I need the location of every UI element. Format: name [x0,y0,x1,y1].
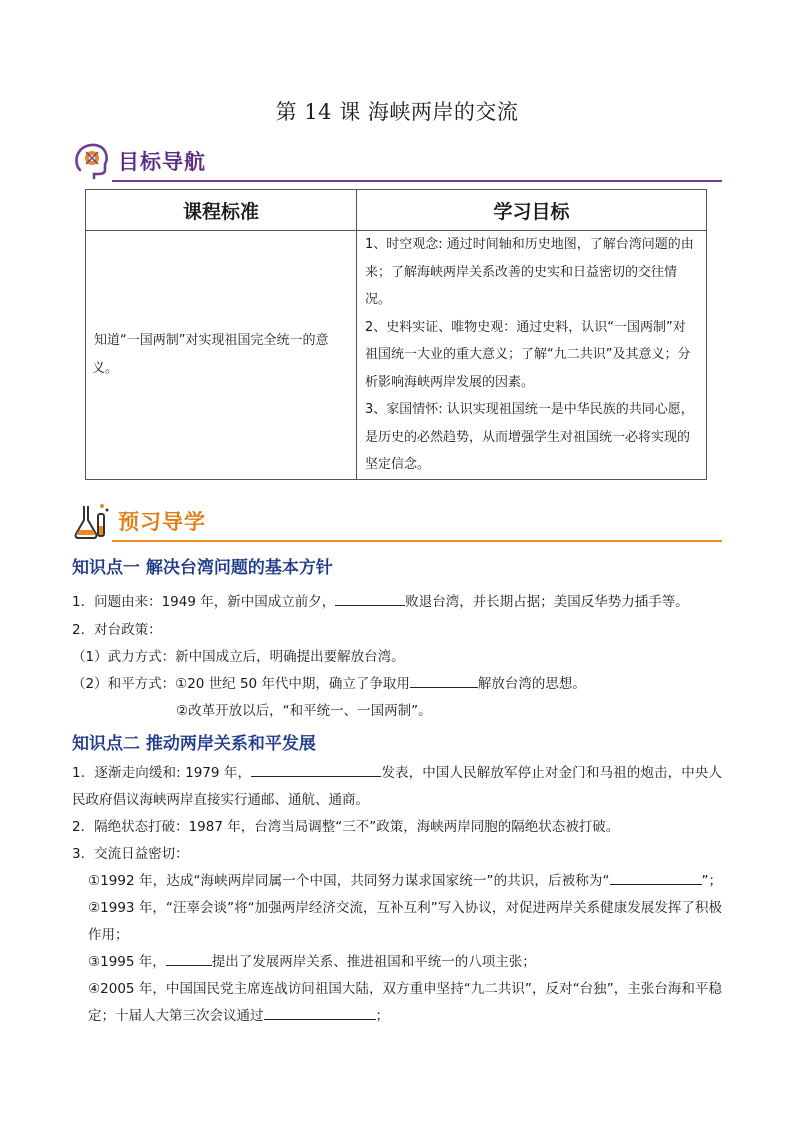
fill-blank[interactable] [610,870,702,885]
section-header-preview [72,500,722,544]
objectives-table [85,189,707,480]
kp1-text: （2）和平方式：①20 世纪 50 年代中期，确立了争取用 [72,676,410,692]
page-title: 第 14 课 海峡两岸的交流 [275,100,519,124]
fill-blank[interactable] [166,951,212,966]
goal-item: 2、史料实证、唯物史观：通过史料，认识“一国两制”对祖国统一大业的重大意义；了解“九二共识”及其意义；分析影响海峡两岸发展的因素。 [365,319,691,390]
section-header-goals [72,140,722,184]
section-rule [112,180,722,182]
kp1-line-5: ②改革开放以后，“和平统一、一国两制”。 [176,703,432,719]
standard-cell [86,231,357,480]
goals-cell [357,231,707,480]
fill-blank[interactable] [335,591,405,606]
kp2-text: ④2005 年，中国国民党主席连战访问祖国大陆，双方重申坚持“九二共识”，反对“台独”，主张台海和平稳定；十届人大第三次会议通过 [88,981,722,1024]
goal-item: 3、家国情怀: 认识实现祖国统一是中华民族的共同心愿，是历史的必然趋势，从而增强学生对祖国统一必将实现的坚定信念。 [365,402,694,472]
fill-blank[interactable] [410,673,478,688]
table-header-goals: 学习目标 [357,190,707,231]
kp2-para-6 [88,976,722,1030]
table-header-row [86,190,707,231]
table-header-standard: 课程标准 [86,190,357,231]
table-row [86,231,707,480]
kp2-text: 发表，中国人民解放军停止对金门和马祖的炮击，中央人民政府倡议海峡两岸直接实行通邮、通航、通商。 [72,765,723,808]
kp2-text: ”；②1993 年，“汪辜会谈”将“加强两岸经济交流，互补互利”写入协议，对促进两岸关系健康发展发挥了积极作用； [88,873,722,943]
kp2-text: 提出了发展两岸关系、推进祖国和平统一的八项主张； [211,954,536,970]
kp1-line-3: （1）武力方式：新中国成立后，明确提出要解放台湾。 [72,649,405,665]
fill-blank[interactable] [264,1005,376,1020]
kp2-para-4 [88,868,722,949]
kp1-text: 败退台湾，并长期占据；美国反华势力插手等。 [405,594,689,610]
kp1-line-4 [72,672,586,692]
knowledge-point-2-title: 知识点二 推动两岸关系和平发展 [72,734,316,754]
kp2-para-2: 2．隔绝状态打破：1987 年，台湾当局调整“三不”政策，海峡两岸同胞的隔绝状态被打破。 [72,819,620,835]
kp1-line-2: 2．对台政策： [72,622,162,638]
kp2-text: 1．逐渐走向缓和: 1979 年， [72,765,252,781]
kp2-text: ； [375,1008,389,1024]
knowledge-point-1-title: 知识点一 解决台湾问题的基本方针 [72,558,333,578]
goal-item: 1、时空观念: 通过时间轴和历史地图，了解台湾问题的由来；了解海峡两岸关系改善的史实和日益密切的交往情况。 [365,237,694,307]
kp2-text: ③1995 年， [88,954,166,970]
fill-blank[interactable] [251,762,381,777]
kp1-text: 解放台湾的思想。 [477,676,586,692]
lab-flask-icon [72,500,112,540]
standard-text: 知道“一国两制”对实现祖国完全统一的意义。 [92,333,329,376]
kp2-para-3: 3．交流日益密切： [72,846,189,862]
section-rule [112,540,722,542]
kp2-para-5 [88,949,722,976]
kp2-text: ①1992 年，达成“海峡两岸同属一个中国，共同努力谋求国家统一”的共识，后被称为“ [88,873,610,889]
section-label-preview: 预习导学 [118,510,206,534]
brain-head-icon [72,140,112,180]
section-label-goals: 目标导航 [118,150,206,174]
kp1-text: 1．问题由来：1949 年，新中国成立前夕， [72,594,336,610]
kp2-para-1 [72,760,722,814]
kp1-line-1 [72,590,689,610]
